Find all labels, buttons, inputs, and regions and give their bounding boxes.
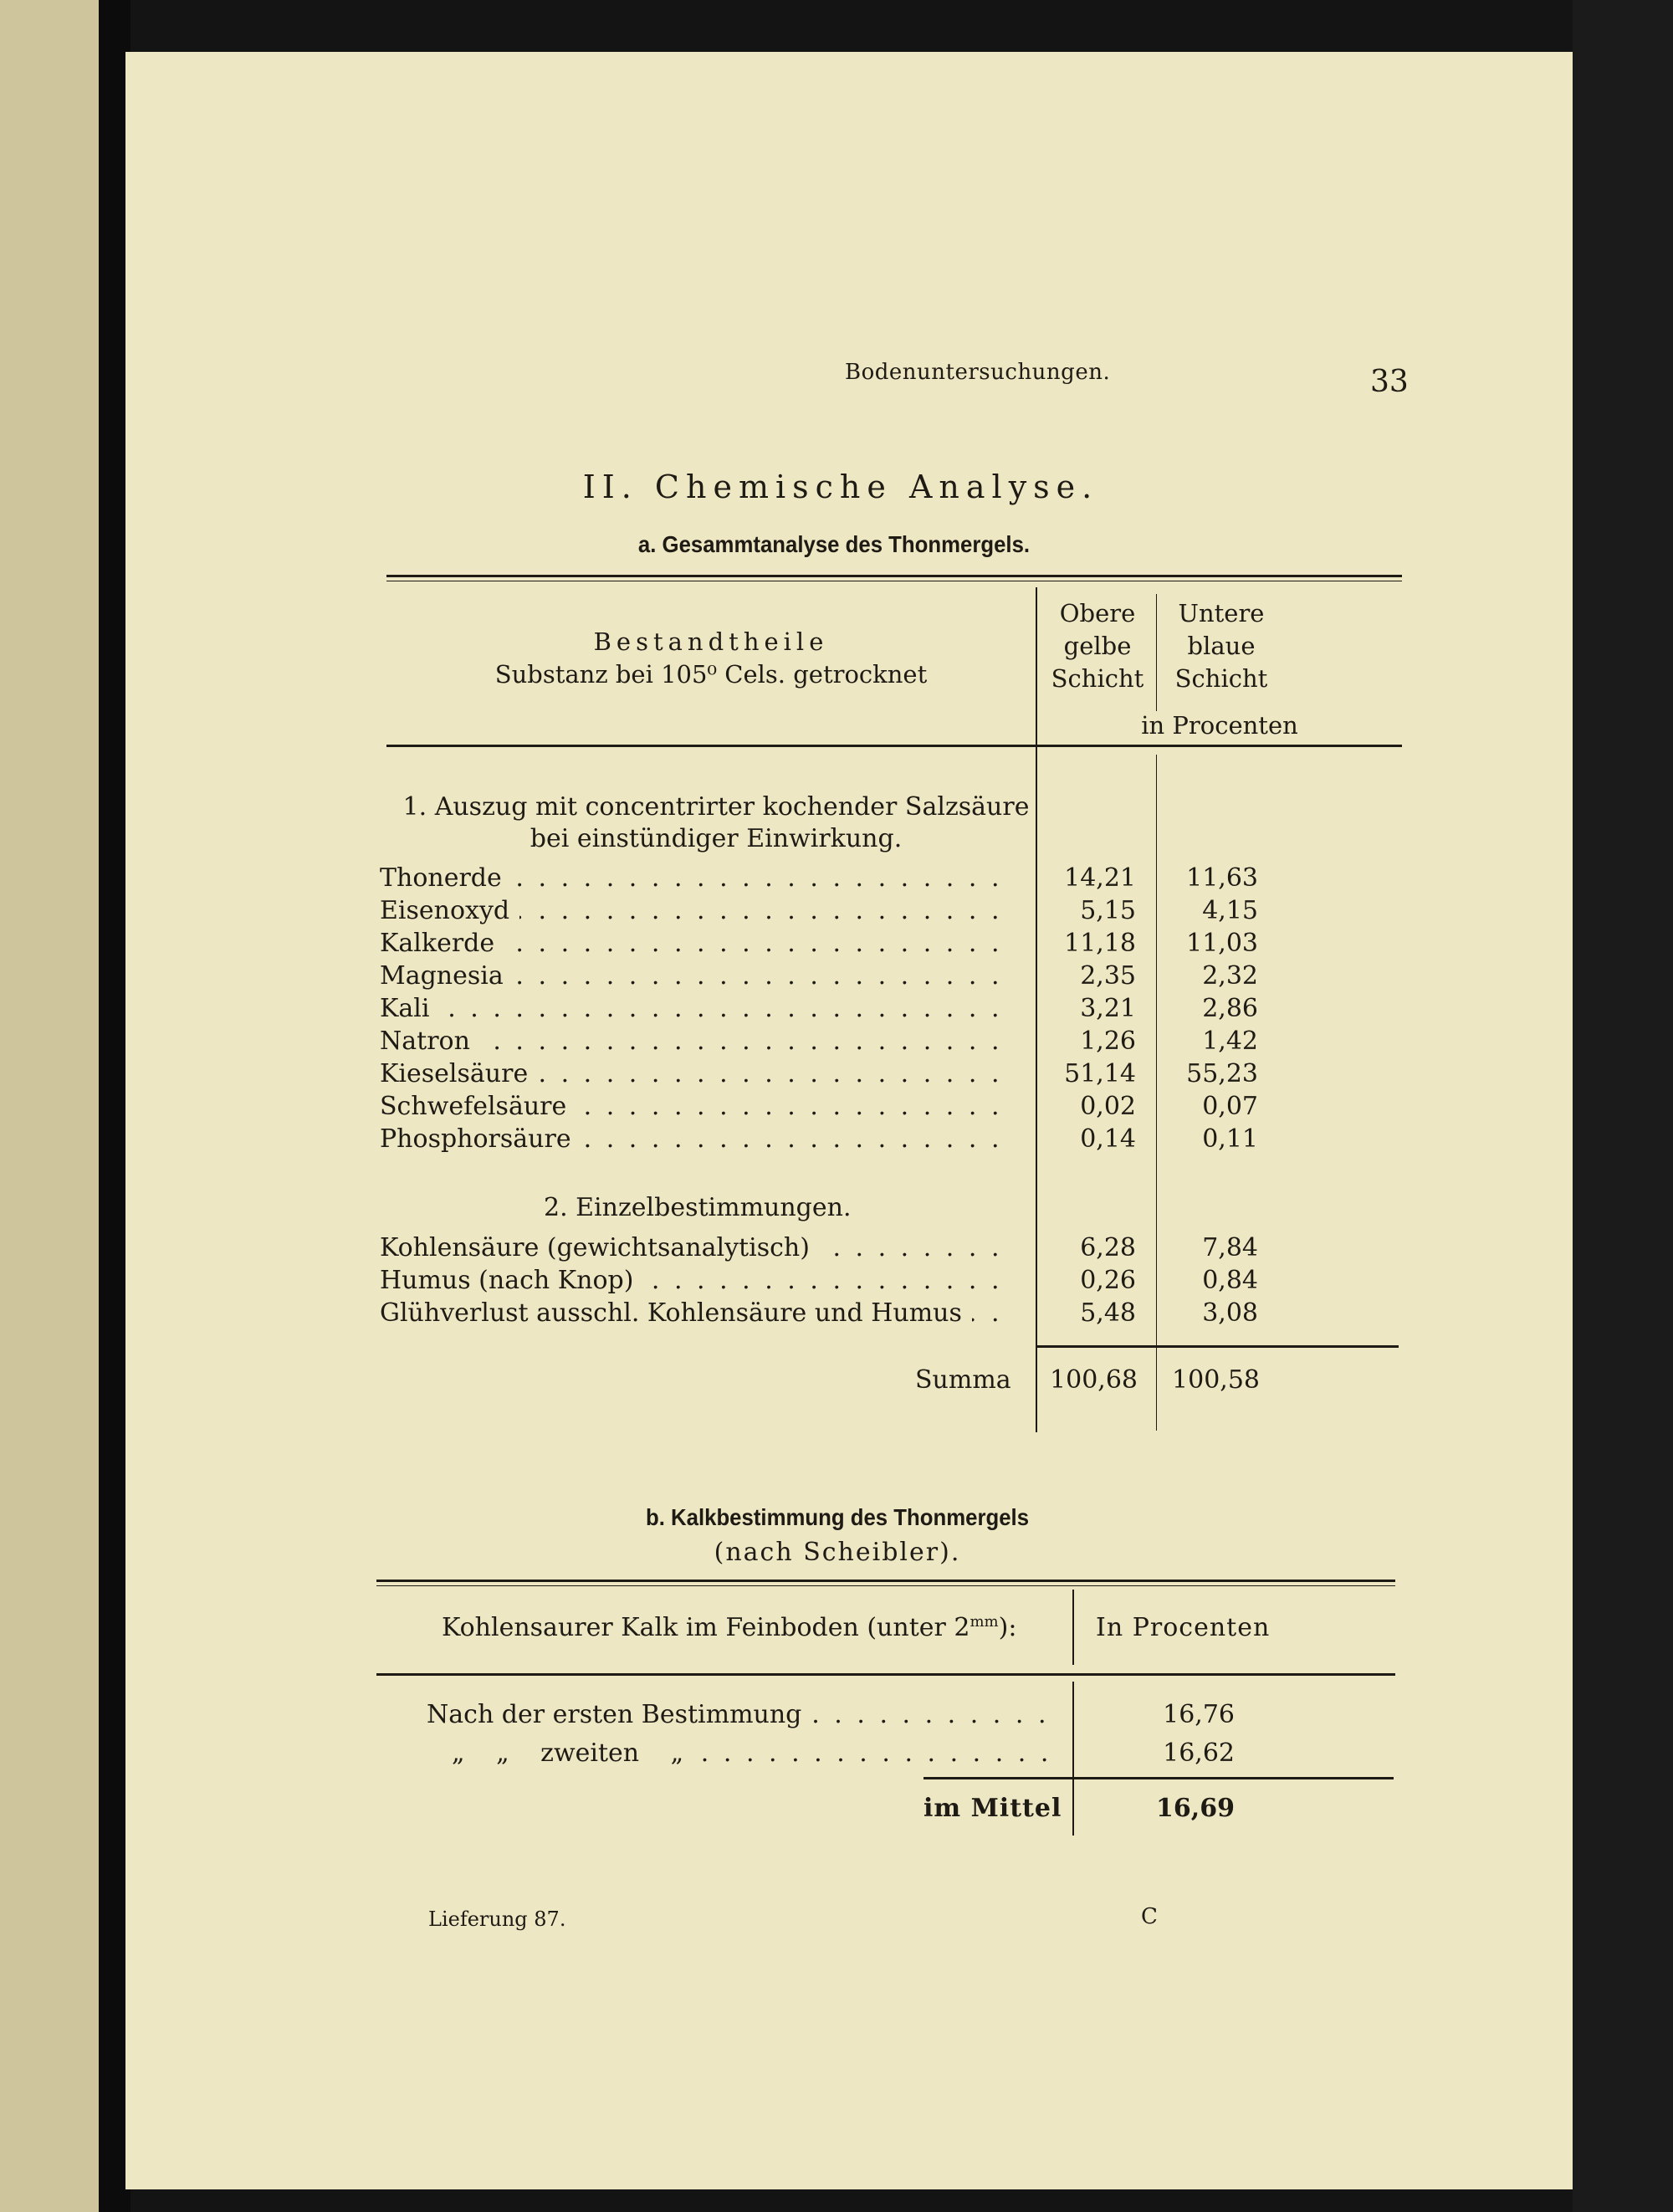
table-a-col-divider-1 [1036, 587, 1037, 1432]
row-label [380, 1266, 1012, 1295]
table-b-header-rule [376, 1673, 1395, 1676]
row-label [380, 896, 1012, 925]
value-obere: 11,18 [1064, 929, 1136, 958]
group1-title-line1: 1. Auszug mit concentrirter kochender Salzsäure [402, 792, 1030, 822]
value-obere: 3,21 [1080, 994, 1136, 1023]
table-b-head-left: Kohlensaurer Kalk im Feinboden (unter $2^{mm}$): [442, 1613, 1017, 1642]
row-label [380, 863, 1012, 893]
value-untere: 0,11 [1202, 1124, 1258, 1154]
row-label-text: Eisenoxyd [380, 896, 519, 925]
row-label-text: „ „ zweiten „ [452, 1738, 693, 1768]
row-label-text: Natron [380, 1027, 480, 1056]
row-label [380, 1233, 1012, 1262]
value-obere: 2,35 [1080, 961, 1136, 991]
section-title: II. Chemische Analyse. [582, 469, 1099, 505]
header-substanz-note: Substanz bei 105⁰ Cels. getrocknet [494, 660, 928, 689]
value-untere: 7,84 [1202, 1233, 1258, 1262]
table-b-col-divider-2 [1072, 1682, 1074, 1836]
row-label-text: Kohlensäure (gewichtsanalytisch) [380, 1233, 820, 1262]
mean-label: im Mittel [923, 1794, 1062, 1823]
value-untere: 1,42 [1202, 1027, 1258, 1056]
header-obere-schicht [1041, 597, 1154, 695]
value-untere: 0,07 [1202, 1092, 1258, 1121]
group2-title: 2. Einzelbestimmungen. [544, 1193, 852, 1222]
header-untere-line3: Schicht [1174, 664, 1268, 693]
book-page [125, 52, 1573, 2189]
table-a-col-divider-2 [1156, 594, 1157, 711]
table-b-top-rule [376, 1580, 1395, 1582]
value-untere: 11,03 [1186, 929, 1258, 958]
row-label [380, 1298, 1012, 1328]
footer-left: Lieferung 87. [428, 1907, 566, 1931]
table-a-header-rule [386, 745, 1402, 747]
header-unit: in Procenten [1141, 711, 1298, 740]
header-bestandtheile-title: Bestandtheile [593, 627, 829, 656]
running-head: Bodenuntersuchungen. [845, 360, 1111, 385]
row-label [380, 1124, 1012, 1154]
row-label [380, 994, 1012, 1023]
sum-obere: 100,68 [1050, 1365, 1138, 1395]
subsection-b-title: b. Kalkbestimmung des Thonmergels [645, 1504, 1030, 1530]
table-a-col-divider-2b [1156, 755, 1157, 1431]
value-untere: 0,84 [1202, 1266, 1258, 1295]
value-untere: 4,15 [1202, 896, 1258, 925]
row-label-text: Magnesia [380, 961, 514, 991]
row-label-text: Glühverlust ausschl. Kohlensäure und Humus [380, 1298, 972, 1328]
mean-value: 16,69 [1156, 1794, 1235, 1823]
row-label-text: Thonerde [380, 863, 512, 893]
value-untere: 2,32 [1202, 961, 1258, 991]
row-label-text: Nach der ersten Bestimmung [427, 1700, 811, 1729]
book-binding [1573, 0, 1673, 2212]
value-procent: 16,76 [1163, 1700, 1235, 1729]
value-untere: 3,08 [1202, 1298, 1258, 1328]
row-label [380, 961, 1012, 991]
row-label [452, 1738, 1057, 1768]
sum-untere: 100,58 [1172, 1365, 1260, 1395]
header-untere-line2: blaue [1187, 632, 1256, 660]
value-untere: 11,63 [1186, 863, 1258, 893]
sum-label: Summa [915, 1365, 1011, 1395]
left-page-edge [0, 0, 99, 2212]
value-obere: 5,15 [1080, 896, 1136, 925]
row-label-text: Kali [380, 994, 440, 1023]
value-obere: 14,21 [1064, 863, 1136, 893]
table-b-col-divider [1072, 1590, 1074, 1665]
row-label [380, 1059, 1012, 1088]
table-a-sum-rule [1036, 1345, 1399, 1348]
table-b-mean-rule [923, 1777, 1394, 1779]
group1-title-line2: bei einstündiger Einwirkung. [530, 824, 903, 853]
header-untere-line1: Untere [1178, 599, 1265, 627]
value-untere: 55,23 [1186, 1059, 1258, 1088]
value-obere: 6,28 [1080, 1233, 1136, 1262]
header-obere-line2: gelbe [1063, 632, 1132, 660]
value-obere: 0,26 [1080, 1266, 1136, 1295]
table-b-top-rule-thin [376, 1585, 1395, 1586]
row-label [380, 1092, 1012, 1121]
value-procent: 16,62 [1163, 1738, 1235, 1768]
footer-right: C [1141, 1904, 1158, 1929]
value-obere: 1,26 [1080, 1027, 1136, 1056]
header-obere-line3: Schicht [1051, 664, 1144, 693]
row-label [427, 1700, 1057, 1729]
row-label-text: Schwefelsäure [380, 1092, 576, 1121]
table-b-head-right: In Procenten [1096, 1613, 1271, 1642]
group1-title [398, 791, 1034, 855]
header-obere-line1: Obere [1059, 599, 1136, 627]
value-obere: 0,14 [1080, 1124, 1136, 1154]
value-untere: 2,86 [1202, 994, 1258, 1023]
row-label [380, 1027, 1012, 1056]
row-label-text: Kieselsäure [380, 1059, 538, 1088]
row-label-text: Kalkerde [380, 929, 504, 958]
subsection-b-subtitle: (nach Scheibler). [714, 1538, 961, 1567]
table-a-top-rule [386, 575, 1402, 577]
header-bestandtheile [402, 626, 1021, 691]
value-obere: 51,14 [1064, 1059, 1136, 1088]
page-number: 33 [1370, 365, 1409, 399]
row-label [380, 929, 1012, 958]
row-label-text: Humus (nach Knop) [380, 1266, 643, 1295]
subsection-a-title: a. Gesammtanalyse des Thonmergels. [637, 531, 1031, 557]
header-untere-schicht [1161, 597, 1282, 695]
value-obere: 5,48 [1080, 1298, 1136, 1328]
row-label-text: Phosphorsäure [380, 1124, 581, 1154]
value-obere: 0,02 [1080, 1092, 1136, 1121]
